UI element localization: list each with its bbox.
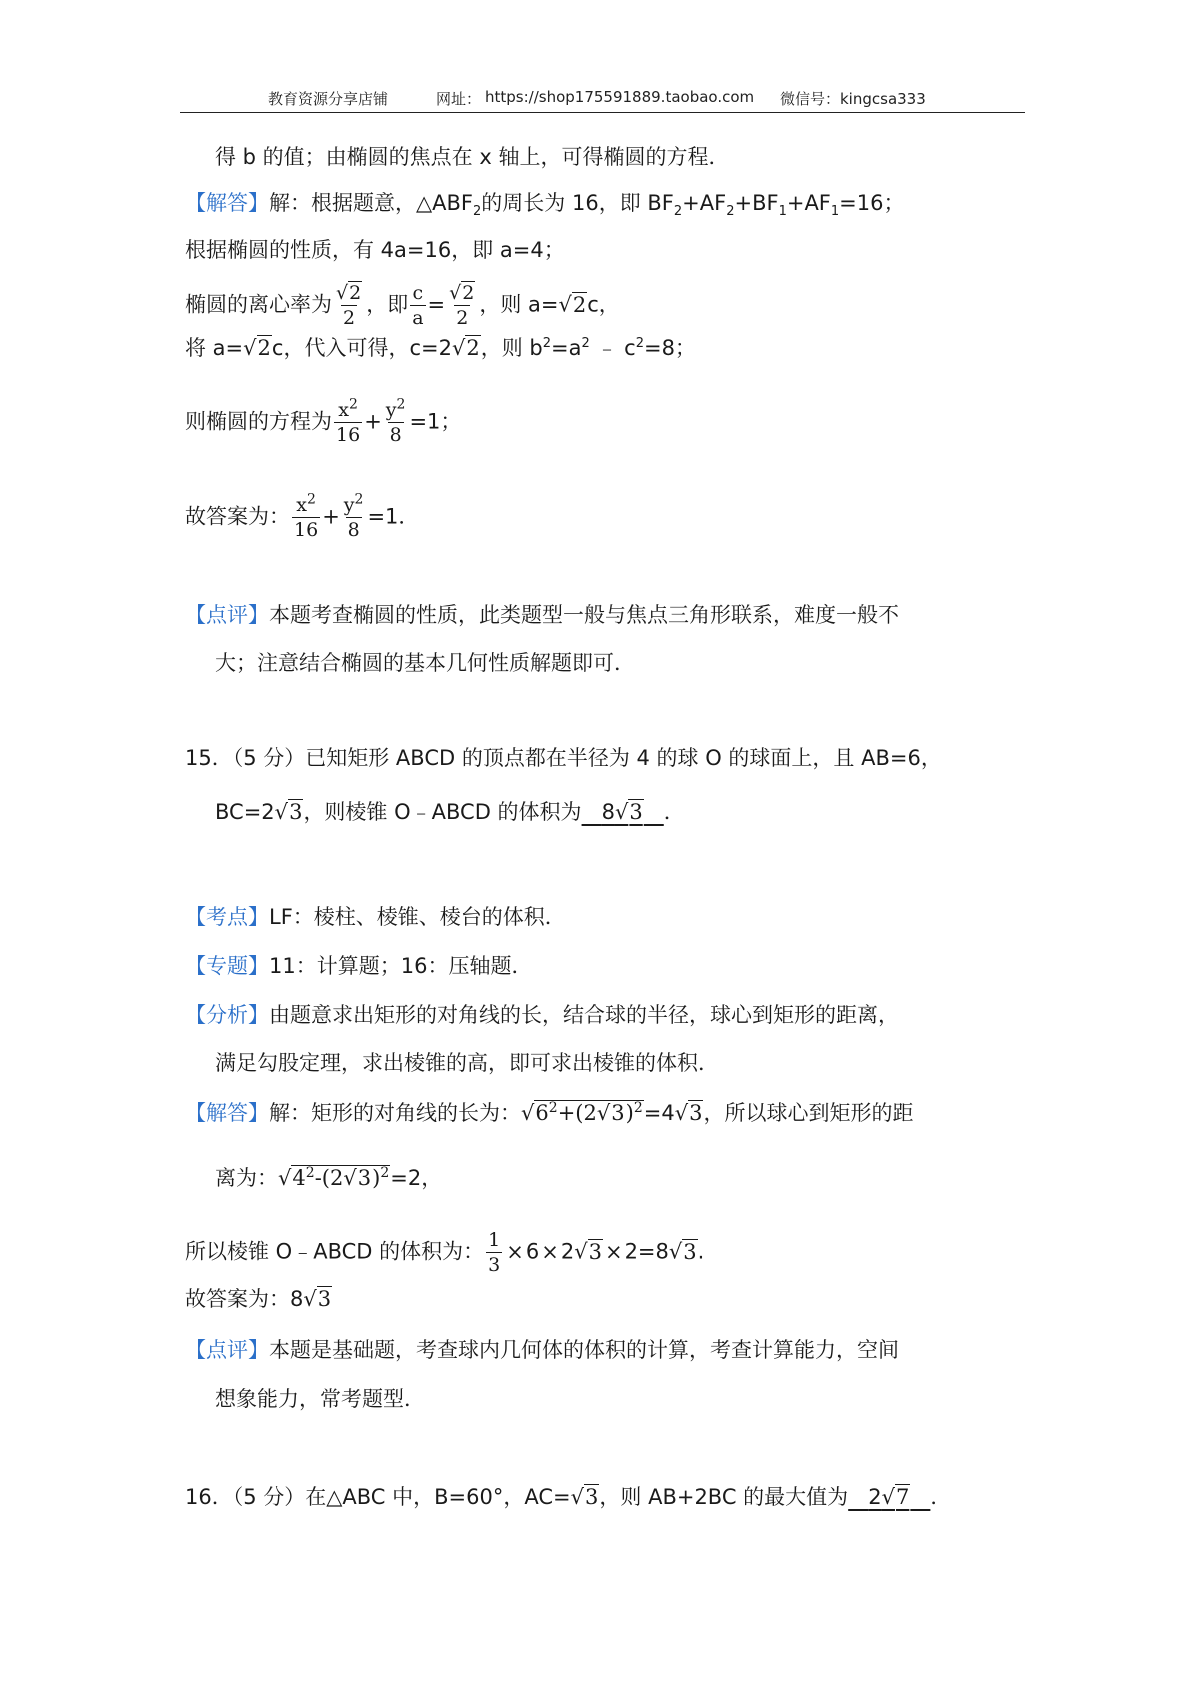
q15-comment-line2: 想象能力，常考题型． (215, 1387, 425, 1411)
q14-comment-line2: 大；注意结合椭圆的基本几何性质解题即可． (215, 651, 635, 675)
answer-tag: 【解答】 (185, 191, 269, 215)
q14-final-answer: 故答案为： $\frac{x^2}{16}$ + $\frac{y^2}{8}$ =1． (185, 491, 420, 541)
site-url: https://shop175591889.taobao.com (485, 88, 755, 106)
q14-substitution-line: 将 a=√2c，代入可得，c=2√2，则 $b^2=a^2$ ﹣ $c^2=8$； (185, 336, 696, 360)
fraction: $\frac{x^2}{16}$ (294, 491, 319, 541)
q15-fenxi-line2: 满足勾股定理，求出棱锥的高，即可求出棱锥的体积． (215, 1051, 719, 1075)
q15-fenxi-line1: 【分析】由题意求出矩形的对角线的长，结合球的半径，球心到矩形的距离， (185, 1003, 899, 1027)
shop-name: 教育资源分享店铺 (268, 90, 389, 108)
q14-answer-line2: 根据椭圆的性质，有 4a=16，即 a=4； (185, 238, 565, 262)
kaodian-tag: 【考点】 (185, 905, 269, 929)
fraction: $\frac{x^2}{16}$ (336, 396, 361, 446)
answer-blank: 2√7 (868, 1485, 910, 1509)
q15-volume-line: 所以棱锥 O﹣ABCD 的体积为： $\frac{1}{3}$ ×6×2√3 ×2=8√3. (185, 1229, 705, 1276)
comment-tag: 【点评】 (185, 603, 269, 627)
page-header (180, 82, 1025, 113)
q14-ellipse-equation-line: 则椭圆的方程为 $\frac{x^2}{16}$ + $\frac{y^2}{8}$ =1； (185, 396, 462, 446)
answer-blank: 8√3 (601, 800, 643, 824)
fraction: $\frac{√2}{2}$ (336, 282, 362, 329)
fraction: $\frac{y^2}{8}$ (385, 396, 406, 446)
zhuanti-tag: 【专题】 (185, 954, 269, 978)
wechat-id: 微信号：kingcsa333 (780, 90, 926, 108)
diagonal-formula: $√6^2+(2√3)^2$ (521, 1100, 643, 1125)
fraction: $\frac{y^2}{8}$ (343, 491, 364, 541)
q14-eccentricity-line: 椭圆的离心率为 $\frac{√2}{2}$ ，即 $\frac{c}{a}$ = $\frac{√2}{2}$ ，则 a=√2c， (185, 282, 620, 329)
q15-comment-line1: 【点评】本题是基础题，考查球内几何体的体积的计算，考查计算能力，空间 (185, 1338, 899, 1362)
q14-answer-line1: 【解答】解：根据题意，$\triangle ABF_2$的周长为 16，即 $BF_2+AF_2+BF_1+AF_1=16$； (185, 191, 905, 220)
site-label: 网址： (436, 90, 482, 108)
q16-stem: 16．（5 分）在△ABC 中，B=60°，AC=√3，则 AB+2BC 的最大值为 2√7 ． (185, 1485, 952, 1509)
fraction: $\frac{c}{a}$ (412, 282, 424, 329)
q15-kaodian: 【考点】LF：棱柱、棱锥、棱台的体积． (185, 905, 566, 929)
fraction: $\frac{1}{3}$ (488, 1229, 501, 1276)
q15-answer-line1: 【解答】解：矩形的对角线的长为：$√6^2+(2√3)^2=4√3$，所以球心到矩形的距 (185, 1100, 914, 1125)
q14-comment-line1: 【点评】本题考查椭圆的性质，此类题型一般与焦点三角形联系，难度一般不 (185, 603, 899, 627)
q15-stem-line1: 15．（5 分）已知矩形 ABCD 的顶点都在半径为 4 的球 O 的球面上，且 AB=6， (185, 746, 942, 770)
fenxi-tag: 【分析】 (185, 1003, 269, 1027)
q15-zhuanti: 【专题】11：计算题；16：压轴题． (185, 954, 533, 978)
q15-stem-line2: BC=2√3，则棱锥 O﹣ABCD 的体积为 8√3 ． (215, 800, 685, 824)
q15-final-answer: 故答案为：8√3 (185, 1287, 332, 1311)
q14-analysis-continued: 得 b 的值；由椭圆的焦点在 x 轴上，可得椭圆的方程． (215, 145, 730, 169)
distance-formula: $√4^2-(2√3)^2$ (278, 1165, 390, 1190)
q15-answer-line2: 离为：$√4^2-(2√3)^2=2$， (215, 1165, 443, 1190)
answer-tag: 【解答】 (185, 1101, 269, 1125)
comment-tag: 【点评】 (185, 1338, 269, 1362)
fraction: $\frac{√2}{2}$ (449, 282, 475, 329)
